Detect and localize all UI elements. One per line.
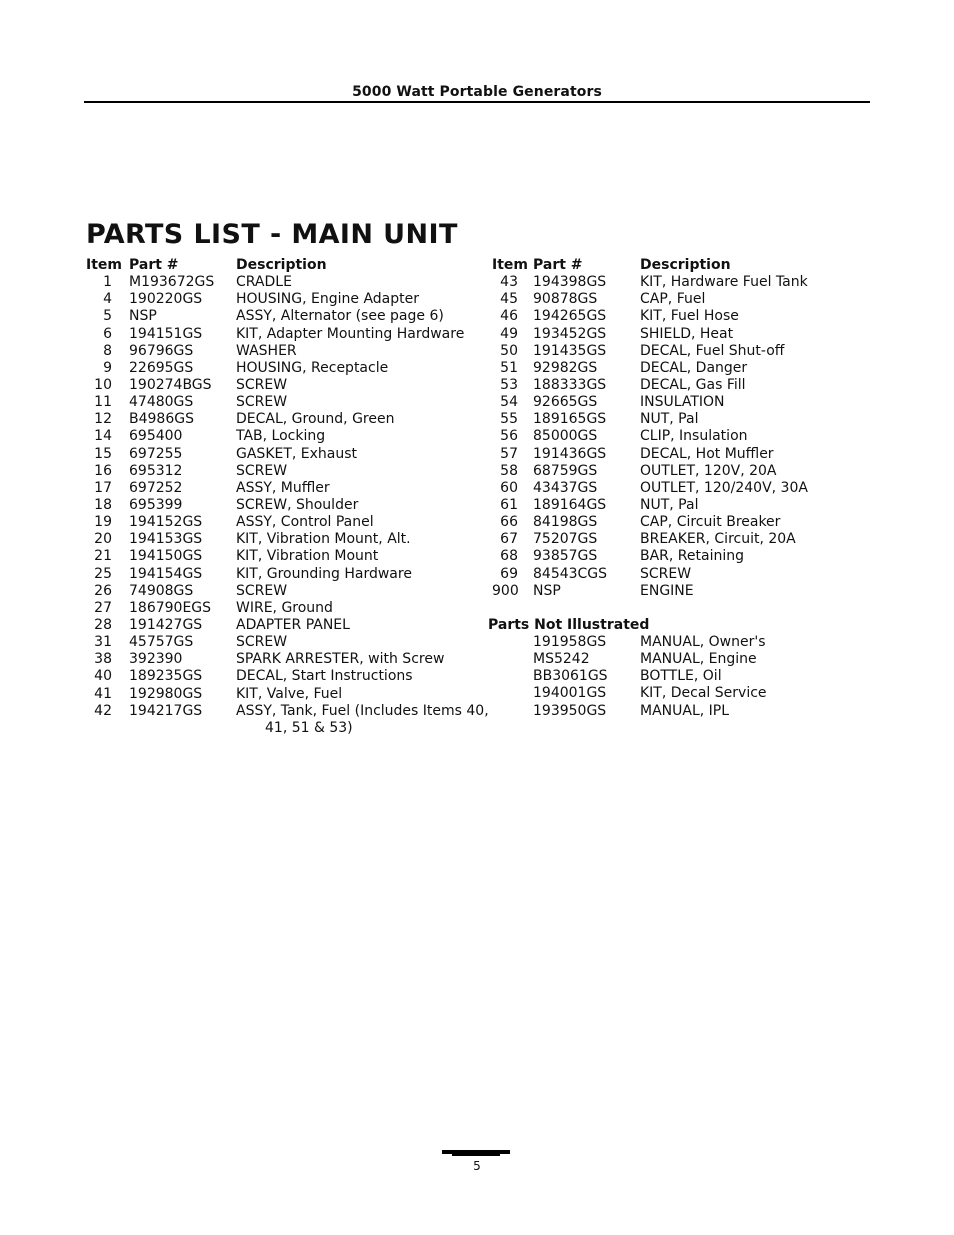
part-number: 194265GS [533, 308, 607, 325]
part-description: CAP, Fuel [640, 291, 706, 308]
table-row [86, 566, 476, 583]
item-number: 14 [94, 428, 112, 445]
table-row [86, 291, 476, 308]
column-header-item: Item [492, 257, 528, 273]
table-row-continuation [86, 720, 476, 737]
part-number: 92665GS [533, 394, 598, 411]
part-description: CRADLE [236, 274, 292, 291]
table-row [86, 326, 476, 343]
part-description: WIRE, Ground [236, 599, 333, 616]
part-description: BAR, Retaining [640, 548, 745, 565]
page-title: PARTS LIST - MAIN UNIT [86, 219, 458, 250]
part-description: SCREW [640, 565, 692, 582]
item-number: 19 [94, 514, 112, 531]
part-description: ASSY, Alternator (see page 6) [236, 308, 444, 325]
item-number: 40 [94, 668, 112, 685]
part-number: 191435GS [533, 342, 607, 359]
item-number: 54 [500, 394, 518, 411]
part-number: NSP [129, 308, 157, 325]
item-number: 12 [94, 411, 112, 428]
part-number: 189164GS [533, 496, 607, 513]
part-number: 45757GS [129, 634, 194, 651]
part-number: 47480GS [129, 394, 194, 411]
table-row [488, 703, 878, 720]
part-number: MS5242 [533, 651, 590, 668]
table-row [488, 428, 878, 445]
part-number: 194150GS [129, 548, 203, 565]
part-description: NUT, Pal [640, 411, 699, 428]
part-description: DECAL, Ground, Green [236, 411, 395, 428]
part-number: 191436GS [533, 445, 607, 462]
part-description: KIT, Fuel Hose [640, 308, 739, 325]
table-row [86, 651, 476, 668]
part-description: OUTLET, 120/240V, 30A [640, 479, 808, 496]
page-number: 5 [473, 1159, 481, 1173]
item-number: 43 [500, 274, 518, 291]
parts-not-illustrated-list [488, 634, 878, 720]
part-description: DECAL, Fuel Shut-off [640, 342, 785, 359]
part-description: SCREW [236, 394, 288, 411]
table-row [86, 480, 476, 497]
table-row [488, 566, 878, 583]
table-row [86, 583, 476, 600]
item-number: 15 [94, 445, 112, 462]
part-description: ASSY, Muffler [236, 479, 330, 496]
parts-table-right [488, 257, 878, 720]
table-row [488, 411, 878, 428]
item-number: 9 [103, 359, 112, 376]
item-number: 49 [500, 325, 518, 342]
part-description: TAB, Locking [236, 428, 326, 445]
parts-table-left [86, 257, 489, 737]
table-row [86, 702, 489, 720]
part-description: DECAL, Gas Fill [640, 376, 746, 393]
part-description: MANUAL, Engine [640, 651, 757, 668]
item-number: 27 [94, 599, 112, 616]
item-number: 58 [500, 462, 518, 479]
table-row [488, 480, 878, 497]
part-number: 191958GS [533, 633, 607, 650]
part-number: 194154GS [129, 565, 203, 582]
part-description: DECAL, Start Instructions [236, 668, 413, 685]
part-number: 84198GS [533, 514, 598, 531]
part-number: 194153GS [129, 531, 203, 548]
part-number: 192980GS [129, 685, 203, 702]
table-row [488, 668, 878, 685]
part-number: NSP [533, 582, 561, 599]
table-row [86, 497, 476, 514]
part-number: 22695GS [129, 359, 194, 376]
table-row [86, 617, 476, 634]
item-number: 67 [500, 531, 518, 548]
part-number: 68759GS [533, 462, 598, 479]
part-description: DECAL, Danger [640, 359, 748, 376]
part-number: 193452GS [533, 325, 607, 342]
item-number: 6 [103, 325, 112, 342]
item-number: 68 [500, 548, 518, 565]
part-description: CAP, Circuit Breaker [640, 514, 781, 531]
part-description: DECAL, Hot Muffler [640, 445, 774, 462]
part-description: BREAKER, Circuit, 20A [640, 531, 796, 548]
part-number: 190220GS [129, 291, 203, 308]
item-number: 38 [94, 651, 112, 668]
part-number: M193672GS [129, 274, 215, 291]
column-header-item: Item [86, 257, 122, 273]
part-number: 191427GS [129, 616, 203, 633]
part-number: 90878GS [533, 291, 598, 308]
part-number: 189235GS [129, 668, 203, 685]
table-row [86, 463, 476, 480]
item-number: 57 [500, 445, 518, 462]
part-description: ASSY, Control Panel [236, 514, 374, 531]
part-number: 695400 [129, 428, 183, 445]
part-description: SCREW [236, 462, 288, 479]
item-number: 26 [94, 582, 112, 599]
part-number: 392390 [129, 651, 183, 668]
part-description: MANUAL, Owner's [640, 633, 766, 650]
item-number: 10 [94, 376, 112, 393]
table-row [488, 343, 878, 360]
part-description: SCREW, Shoulder [236, 496, 359, 513]
table-row [86, 634, 476, 651]
item-number: 16 [94, 462, 112, 479]
table-header [488, 257, 878, 274]
part-description: SHIELD, Heat [640, 325, 734, 342]
table-row [86, 394, 476, 411]
table-row [86, 377, 476, 394]
header-rule [84, 101, 870, 103]
part-number: 188333GS [533, 376, 607, 393]
part-number: 697252 [129, 479, 183, 496]
part-number: 85000GS [533, 428, 598, 445]
part-description: SPARK ARRESTER, with Screw [236, 651, 445, 668]
table-row [488, 274, 878, 291]
part-description: KIT, Adapter Mounting Hardware [236, 325, 465, 342]
item-number: 900 [492, 582, 519, 599]
part-number: 96796GS [129, 342, 194, 359]
part-description: MANUAL, IPL [640, 702, 730, 719]
part-description: INSULATION [640, 394, 725, 411]
part-description: CLIP, Insulation [640, 428, 748, 445]
item-number: 61 [500, 496, 518, 513]
part-number: 75207GS [533, 531, 598, 548]
table-row [86, 600, 476, 617]
part-description: SCREW [236, 376, 288, 393]
part-number: 194001GS [533, 685, 607, 702]
part-description: ASSY, Tank, Fuel (Includes Items 40, [236, 702, 489, 719]
table-row [86, 343, 476, 360]
part-description: ENGINE [640, 582, 694, 599]
table-row [488, 463, 878, 480]
part-number: 186790EGS [129, 599, 212, 616]
part-description: HOUSING, Engine Adapter [236, 291, 420, 308]
table-row [86, 274, 476, 291]
table-row [488, 291, 878, 308]
part-description: KIT, Hardware Fuel Tank [640, 274, 808, 291]
column-header-description: Description [640, 257, 731, 273]
item-number: 60 [500, 479, 518, 496]
part-number: 190274BGS [129, 376, 212, 393]
item-number: 51 [500, 359, 518, 376]
item-number: 28 [94, 616, 112, 633]
item-number: 53 [500, 376, 518, 393]
part-number: B4986GS [129, 411, 194, 428]
parts-table-left-body [86, 274, 489, 737]
table-row [488, 308, 878, 325]
running-header: 5000 Watt Portable Generators [352, 84, 602, 100]
item-number: 20 [94, 531, 112, 548]
table-row [488, 360, 878, 377]
parts-table-right-body [488, 274, 878, 600]
part-description: KIT, Vibration Mount, Alt. [236, 531, 411, 548]
table-row [86, 360, 476, 377]
item-number: 11 [94, 394, 112, 411]
item-number: 18 [94, 496, 112, 513]
item-number: 45 [500, 291, 518, 308]
part-number: 695312 [129, 462, 183, 479]
table-row [86, 308, 476, 325]
table-row [488, 377, 878, 394]
part-description: SCREW [236, 582, 288, 599]
item-number: 56 [500, 428, 518, 445]
table-row [86, 428, 476, 445]
table-row [488, 548, 878, 565]
part-number: 43437GS [533, 479, 598, 496]
part-number: 189165GS [533, 411, 607, 428]
item-number: 17 [94, 479, 112, 496]
table-row [488, 583, 878, 600]
table-row [86, 446, 476, 463]
part-number: 194398GS [533, 274, 607, 291]
item-number: 46 [500, 308, 518, 325]
table-row [488, 497, 878, 514]
item-number: 69 [500, 565, 518, 582]
table-row [488, 446, 878, 463]
item-number: 55 [500, 411, 518, 428]
item-number: 1 [103, 274, 112, 291]
part-description: ADAPTER PANEL [236, 616, 350, 633]
part-description: GASKET, Exhaust [236, 445, 358, 462]
item-number: 50 [500, 342, 518, 359]
part-description: WASHER [236, 342, 297, 359]
part-number: 93857GS [533, 548, 598, 565]
item-number: 21 [94, 548, 112, 565]
part-description: HOUSING, Receptacle [236, 359, 389, 376]
table-row [86, 531, 476, 548]
part-description: SCREW [236, 634, 288, 651]
footer-bar-tab [452, 1154, 500, 1156]
item-number: 66 [500, 514, 518, 531]
table-row [488, 651, 878, 668]
part-number: 194217GS [129, 702, 203, 719]
part-description: KIT, Decal Service [640, 685, 767, 702]
item-number: 31 [94, 634, 112, 651]
column-header-description: Description [236, 257, 327, 273]
part-description: OUTLET, 120V, 20A [640, 462, 777, 479]
table-row [488, 514, 878, 531]
part-number: 194152GS [129, 514, 203, 531]
part-description: BOTTLE, Oil [640, 668, 722, 685]
table-row [488, 685, 878, 702]
part-number: 84543CGS [533, 565, 608, 582]
table-row [86, 686, 476, 703]
table-row [86, 548, 476, 565]
item-number: 5 [103, 308, 112, 325]
table-row [86, 411, 476, 428]
table-row [488, 394, 878, 411]
item-number: 4 [103, 291, 112, 308]
table-row [488, 326, 878, 343]
column-header-part: Part # [129, 257, 179, 273]
item-number: 25 [94, 565, 112, 582]
table-header [86, 257, 476, 274]
parts-not-illustrated-heading: Parts Not Illustrated [488, 616, 650, 633]
part-number: 697255 [129, 445, 183, 462]
part-description: KIT, Valve, Fuel [236, 685, 343, 702]
part-number: 193950GS [533, 702, 607, 719]
part-description-continued: 41, 51 & 53) [265, 719, 353, 736]
table-row [86, 668, 476, 685]
part-number: 92982GS [533, 359, 598, 376]
part-number: 74908GS [129, 582, 194, 599]
table-row [488, 531, 878, 548]
part-description: KIT, Vibration Mount [236, 548, 379, 565]
table-row [86, 514, 476, 531]
item-number: 41 [94, 685, 112, 702]
part-number: BB3061GS [533, 668, 608, 685]
part-description: KIT, Grounding Hardware [236, 565, 412, 582]
column-header-part: Part # [533, 257, 583, 273]
table-row [488, 634, 878, 651]
item-number: 8 [103, 342, 112, 359]
part-description: NUT, Pal [640, 496, 699, 513]
part-number: 194151GS [129, 325, 203, 342]
item-number: 42 [94, 702, 112, 719]
part-number: 695399 [129, 496, 183, 513]
